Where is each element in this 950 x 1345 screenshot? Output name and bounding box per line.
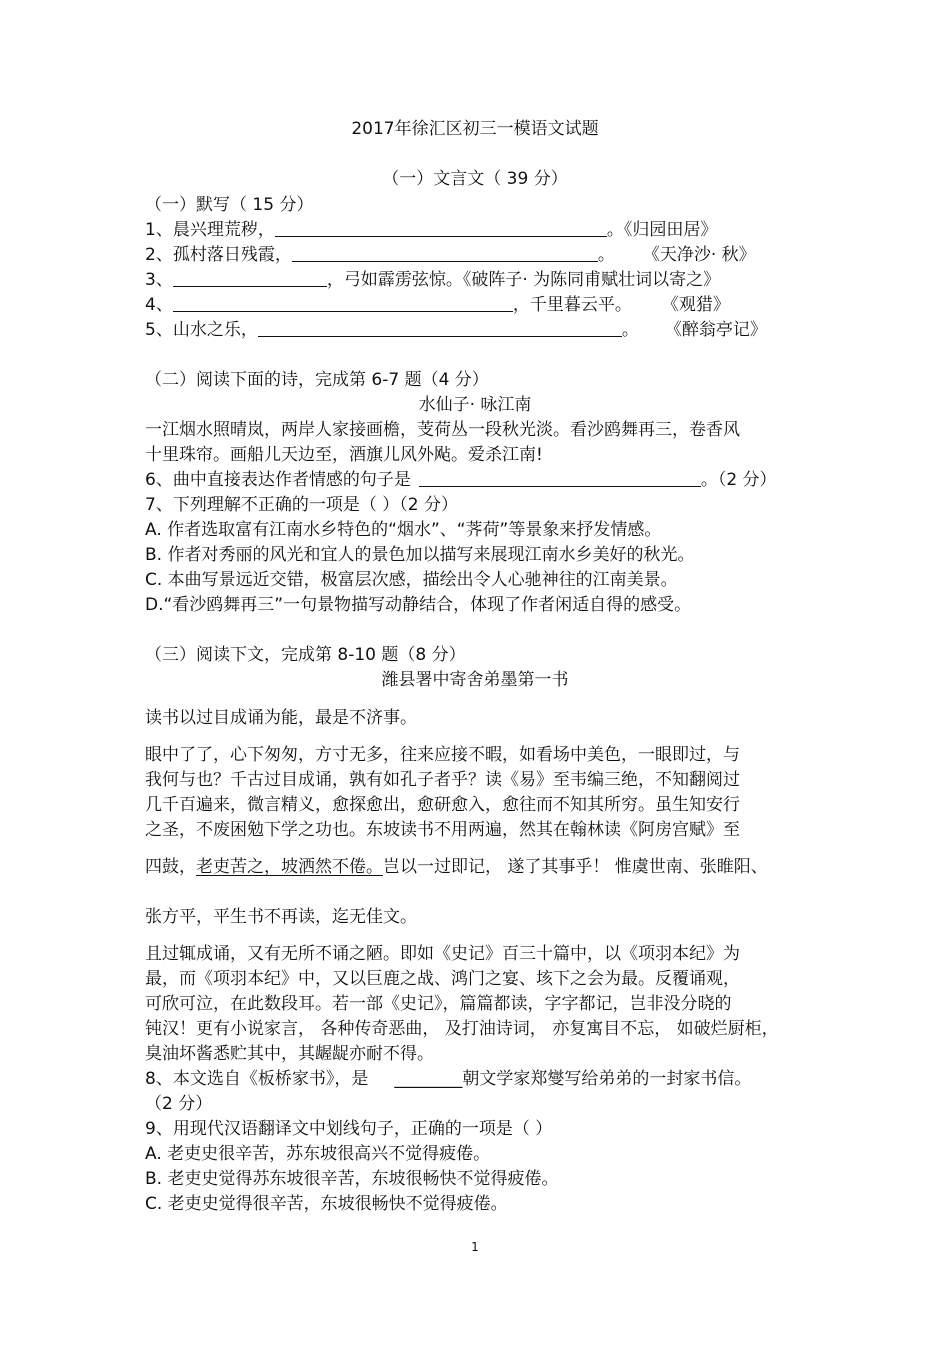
- option-b: B. 老吏史觉得苏东坡很辛苦，东坡很畅快不觉得疲倦。: [145, 1169, 559, 1189]
- paragraph-line: 眼中了了，心下匆匆，方寸无多，往来应接不暇，如看场中美色，一眼即过，与: [145, 745, 740, 765]
- line-before-underline: 四鼓，: [145, 857, 196, 877]
- poem-line: 一江烟水照晴岚，两岸人家接画檐，芰荷丛一段秋光淡。看沙鸥舞再三，卷香风: [145, 420, 740, 440]
- answer-blank-6[interactable]: [419, 470, 701, 487]
- paragraph-line: 最，而《项羽本纪》中，又以巨鹿之战、鸿门之宴、垓下之会为最。反覆诵观，: [145, 969, 740, 989]
- question-2-suffix: 。: [597, 245, 615, 265]
- poem-title: 水仙子· 咏江南: [418, 395, 532, 415]
- paragraph-line: 张方平，平生书不再读，迄无佳文。: [145, 907, 417, 927]
- paragraph-line: 几千百遍来，微言精义，愈探愈出，愈研愈入，愈往而不知其所穷。虽生知安行: [145, 795, 740, 815]
- question-4-suffix: ，千里暮云平。: [512, 295, 632, 315]
- question-8: [145, 1068, 751, 1090]
- paragraph-1: 读书以过目成诵为能，最是不济事。: [145, 708, 417, 728]
- paragraph-line: 钝汉！更有小说家言， 各种传奇恶曲， 及打油诗词， 亦复寓目不忘， 如破烂厨柜，: [145, 1019, 779, 1039]
- question-5-suffix: 。: [621, 320, 639, 340]
- answer-blank-5[interactable]: [258, 320, 622, 337]
- answer-blank-2[interactable]: [292, 245, 598, 262]
- question-3-prefix: 3、: [145, 270, 173, 290]
- option-b: B. 作者对秀丽的风光和宜人的景色加以描写来展现江南水乡美好的秋光。: [145, 545, 695, 565]
- paragraph-line: 臭油坏酱悉贮其中，其龌龊亦耐不得。: [145, 1044, 434, 1064]
- question-1-prefix: 1、晨兴理荒秽，: [145, 220, 275, 240]
- underlined-sentence: 老吏苦之，坡洒然不倦。: [196, 857, 383, 877]
- question-2-prefix: 2、孤村落日残霞，: [145, 245, 292, 265]
- question-3: [145, 269, 720, 291]
- question-4-prefix: 4、: [145, 295, 173, 315]
- paragraph-line: 可欣可泣，在此数段耳。若一部《史记》，篇篇都读，字字都记，岂非没分晓的: [145, 994, 732, 1014]
- paragraph-line: 之圣，不废困勉下学之功也。东坡读书不用两遍，然其在翰林读《阿房宫赋》至: [145, 820, 740, 840]
- question-2-source: 《天净沙· 秋》: [642, 245, 756, 265]
- question-5-source: 《醉翁亭记》: [664, 320, 767, 340]
- question-2: [145, 244, 756, 266]
- question-1-suffix: 。《归园田居》: [606, 220, 718, 240]
- question-9: 9、用现代汉语翻译文中划线句子，正确的一项是（ ）: [145, 1119, 553, 1139]
- answer-blank-1[interactable]: [275, 220, 607, 237]
- question-6-suffix: 。（2 分）: [700, 470, 777, 490]
- question-7: 7、下列理解不正确的一项是（ ）（2 分）: [145, 495, 458, 515]
- answer-blank-4[interactable]: [173, 295, 513, 312]
- question-4: [145, 294, 730, 316]
- text-title: 潍县署中寄舍弟墨第一书: [381, 670, 569, 690]
- part3-title: （三）阅读下文，完成第 8-10 题（8 分）: [145, 645, 466, 665]
- poem-line: 十里珠帘。画船儿天边至，酒旗儿风外飐。爱杀江南!: [145, 445, 543, 465]
- question-5-prefix: 5、山水之乐，: [145, 320, 258, 340]
- page-title: 2017年徐汇区初三一模语文试题: [351, 119, 599, 139]
- question-8-score: （2 分）: [145, 1094, 213, 1114]
- question-1: [145, 219, 717, 241]
- section-header: （一）文言文（ 39 分）: [382, 169, 568, 189]
- question-3-suffix: ，弓如霹雳弦惊。《破阵子· 为陈同甫赋壮词以寄之》: [326, 270, 721, 290]
- question-8-suffix: 朝文学家郑燮写给弟弟的一封家书信。: [462, 1069, 752, 1089]
- page-number: 1: [471, 1240, 479, 1254]
- option-c: C. 本曲写景远近交错，极富层次感，描绘出令人心驰神往的江南美景。: [145, 570, 678, 590]
- question-5: [145, 319, 767, 341]
- option-d: D.“看沙鸥舞再三”一句景物描写动静结合，体现了作者闲适自得的感受。: [145, 595, 692, 615]
- line-after-underline: 岂以一过即记， 遂了其事乎！ 惟虞世南、张睢阳、: [383, 857, 768, 877]
- option-c: C. 老吏史觉得很辛苦，东坡很畅快不觉得疲倦。: [145, 1194, 508, 1214]
- question-8-blank[interactable]: ________: [394, 1069, 463, 1089]
- paragraph-line: 我何与也？千古过目成诵，孰有如孔子者乎？读《易》至韦编三绝，不知翻阅过: [145, 770, 740, 790]
- paragraph-line: [145, 856, 768, 878]
- question-6-prefix: 6、曲中直接表达作者情感的句子是: [145, 470, 411, 490]
- option-a: A. 老吏史很辛苦，苏东坡很高兴不觉得疲倦。: [145, 1144, 491, 1164]
- option-a: A. 作者选取富有江南水乡特色的“烟水”、“荠荷”等景象来抒发情感。: [145, 520, 662, 540]
- question-8-prefix: 8、本文选自《板桥家书》，是: [145, 1069, 369, 1089]
- question-4-source: 《观猎》: [661, 295, 730, 315]
- paragraph-line: 且过辄成诵，又有无所不诵之陋。即如《史记》百三十篇中，以《项羽本纪》为: [145, 944, 740, 964]
- part2-title: （二）阅读下面的诗，完成第 6-7 题（4 分）: [145, 370, 489, 390]
- answer-blank-3[interactable]: [173, 270, 327, 287]
- part1-title: （一）默写（ 15 分）: [145, 195, 314, 215]
- question-6: [145, 469, 777, 491]
